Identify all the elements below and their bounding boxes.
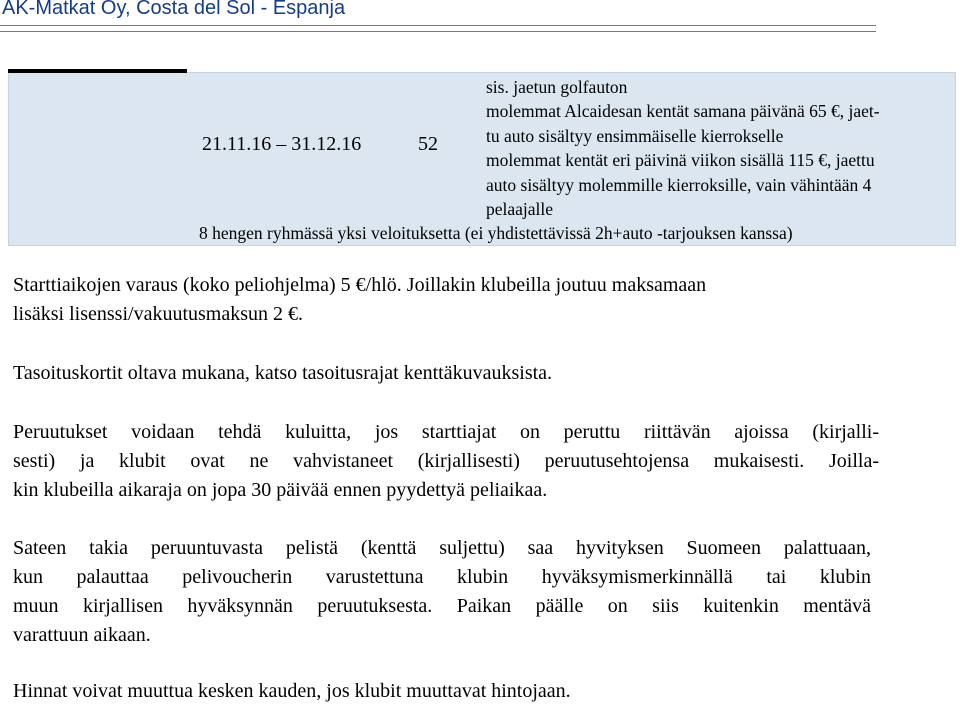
- table-top-divider: [8, 69, 187, 73]
- price-change-paragraph: [13, 677, 571, 706]
- header-double-rule: [0, 25, 876, 32]
- paragraph-line: varattuun aikaan.: [13, 624, 151, 646]
- rain-refund-paragraph: [13, 534, 871, 650]
- description-line: auto sisältyy molemmille kierroksille, vain vähintään 4: [486, 174, 872, 195]
- description-line: molemmat Alcaidesan kentät samana päivänä 65 €, jaet-: [486, 101, 880, 122]
- description-line: pelaajalle: [486, 199, 554, 220]
- paragraph-line: Peruutukset voidaan tehdä kuluitta, jos starttiajat on peruttu riittävän ajoissa (kirjalli-: [13, 421, 879, 443]
- date-range-cell: 21.11.16 – 31.12.16: [202, 133, 362, 155]
- paragraph-line: lisäksi lisenssi/vakuutusmaksun 2 €.: [13, 303, 303, 325]
- handicap-card-paragraph: [13, 359, 552, 388]
- paragraph-line: Sateen takia peruuntuvasta pelistä (kenttä suljettu) saa hyvityksen Suomeen palattuaan,: [13, 537, 871, 559]
- group-discount-note: 8 hengen ryhmässä yksi veloituksetta (ei yhdistettävissä 2h+auto -tarjouksen kanssa): [199, 223, 793, 243]
- description-cell: [486, 75, 956, 221]
- cancellation-paragraph: [13, 418, 879, 505]
- paragraph-line: Starttiaikojen varaus (koko peliohjelma) 5 €/hlö. Joillakin klubeilla joutuu maksamaan: [13, 274, 707, 296]
- paragraph-line: sesti) ja klubit ovat ne vahvistaneet (kirjallisesti) peruutusehtojensa mukaisesti. Joilla-: [13, 450, 879, 472]
- page-header-title: AK-Matkat Oy, Costa del Sol - Espanja: [2, 0, 346, 19]
- paragraph-line: Tasoituskortit oltava mukana, katso tasoitusrajat kenttäkuvauksista.: [13, 362, 553, 384]
- description-line: sis. jaetun golfauton: [486, 77, 628, 97]
- paragraph-line: kun palauttaa pelivoucherin varustettuna klubin hyväksymismerkinnällä tai klubin: [13, 566, 871, 588]
- paragraph-line: muun kirjallisen hyväksynnän peruutuksesta. Paikan päälle on siis kuitenkin mentävä: [13, 595, 871, 617]
- starttime-booking-paragraph: [13, 271, 706, 329]
- description-line: tu auto sisältyy ensimmäiselle kierrokselle: [486, 125, 784, 146]
- paragraph-line: Hinnat voivat muuttua kesken kauden, jos klubit muuttavat hintojaan.: [13, 680, 571, 702]
- description-line: molemmat kentät eri päivinä viikon sisällä 115 €, jaettu: [486, 150, 875, 171]
- paragraph-line: kin klubeilla aikaraja on jopa 30 päivää ennen pyydettyä peliaikaa.: [13, 479, 548, 501]
- days-count-cell: 52: [418, 133, 438, 155]
